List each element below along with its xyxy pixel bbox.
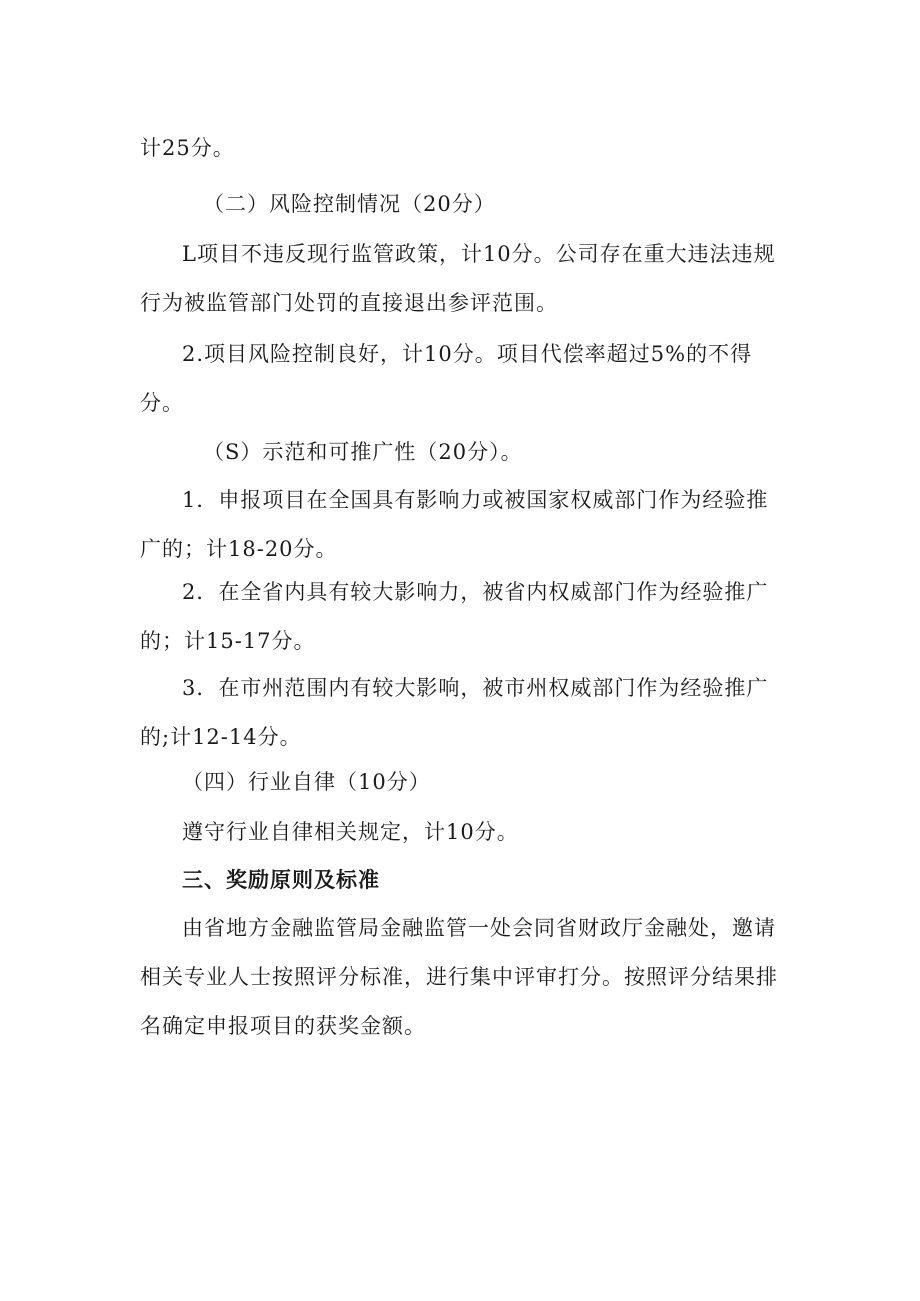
paragraph-risk-item-1: L项目不违反现行监管政策，计10分。公司存在重大违法违规行为被监管部门处罚的直接退出参评范围。 <box>140 242 776 315</box>
paragraph-demonstration-item-1: 1．申报项目在全国具有影响力或被国家权威部门作为经验推广的；计18-20分。 <box>140 488 769 561</box>
paragraph-self-discipline: 遵守行业自律相关规定，计10分。 <box>182 820 519 844</box>
paragraph-risk-item-2: 2.项目风险控制良好，计10分。项目代偿率超过5%的不得分。 <box>140 342 753 415</box>
section-reward-heading: 三、奖励原则及标准 <box>182 868 380 892</box>
paragraph-score-continuation: 计25分。 <box>140 136 235 160</box>
paragraph-demonstration-item-3: 3．在市州范围内有较大影响，被市州权威部门作为经验推广的;计12-14分。 <box>140 676 769 749</box>
paragraph-demonstration-item-2: 2．在全省内具有较大影响力，被省内权威部门作为经验推广的；计15-17分。 <box>140 580 769 653</box>
section-self-discipline-heading: （四）行业自律（10分） <box>182 770 431 794</box>
section-demonstration-heading: （S）示范和可推广性（20分）。 <box>203 440 523 464</box>
section-risk-control-heading: （二）风险控制情况（20分） <box>203 192 496 216</box>
paragraph-reward-description: 由省地方金融监管局金融监管一处会同省财政厅金融处，邀请相关专业人士按照评分标准，进行集中评审打分。按照评分结果排名确定申报项目的获奖金额。 <box>140 916 778 1038</box>
